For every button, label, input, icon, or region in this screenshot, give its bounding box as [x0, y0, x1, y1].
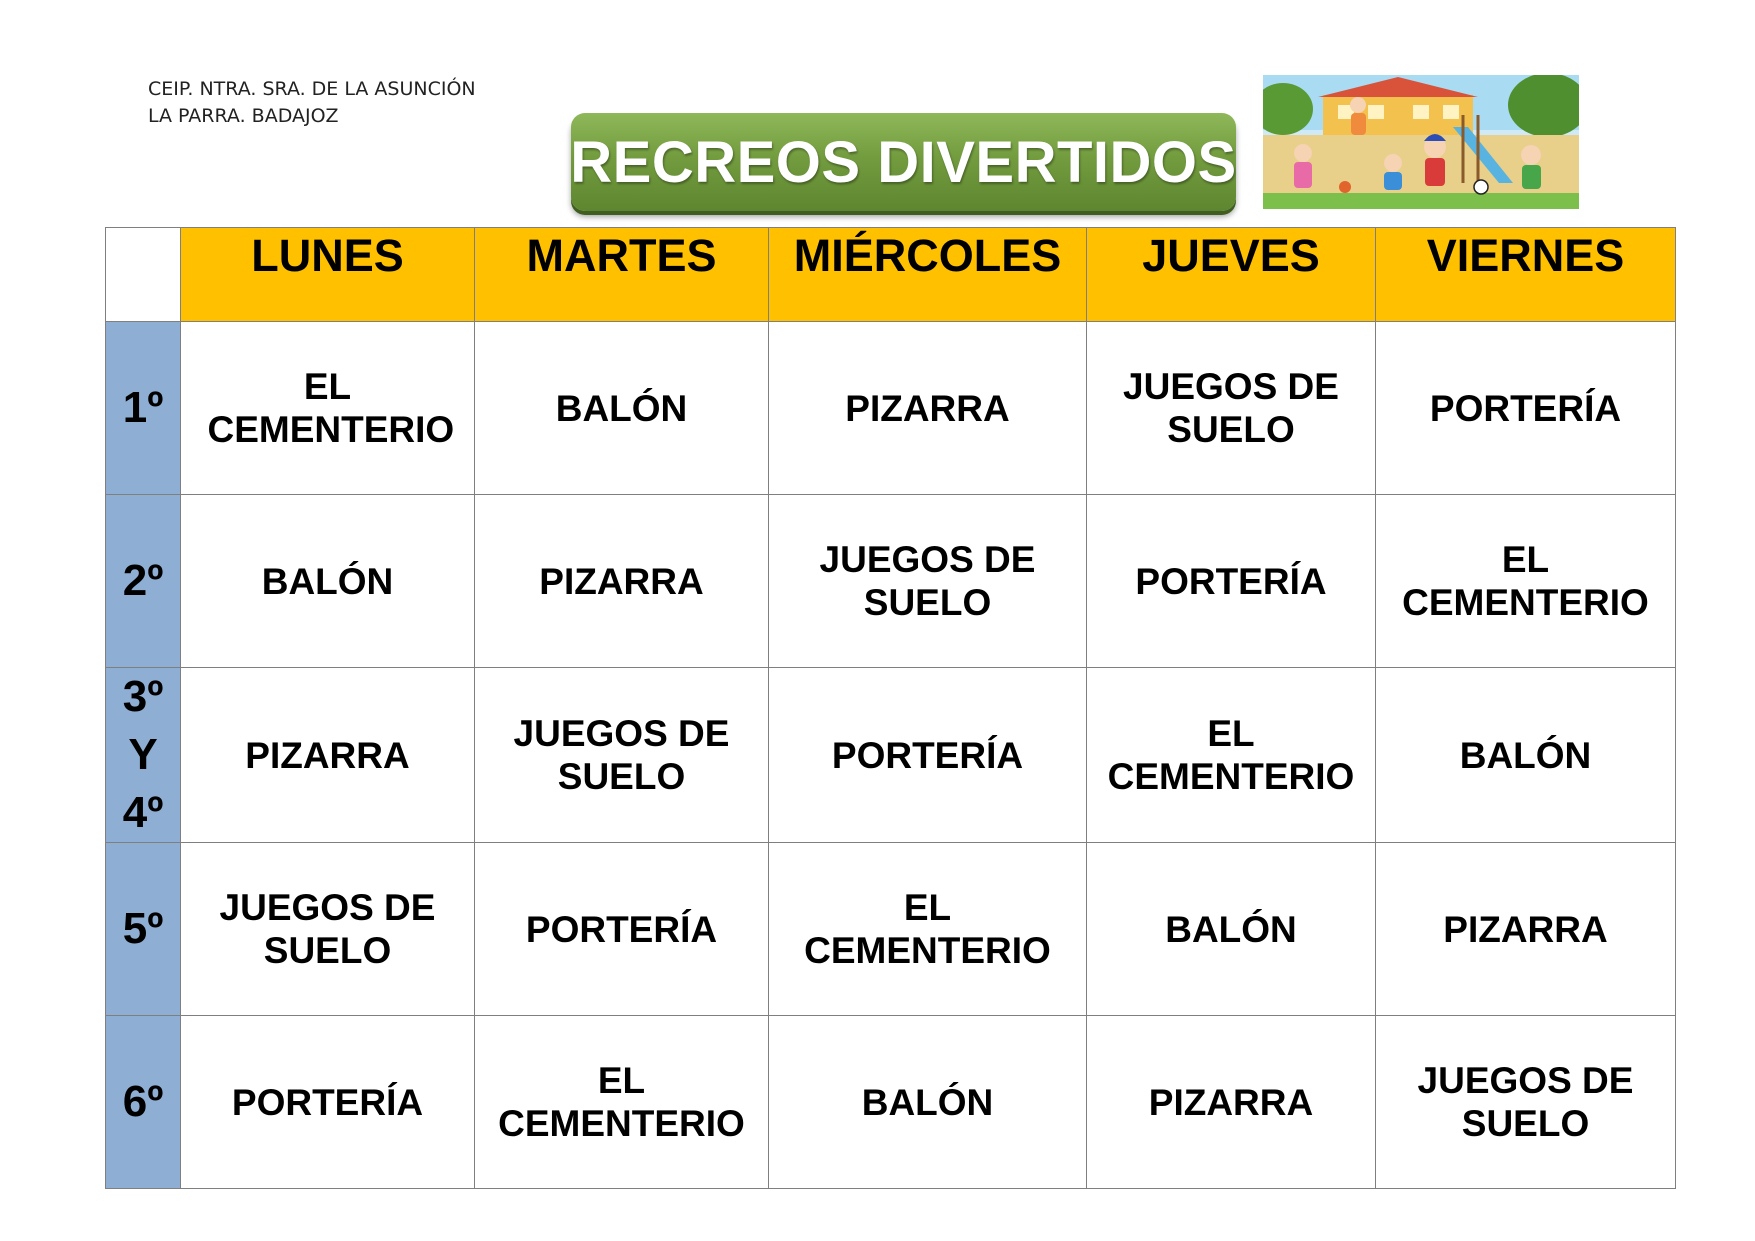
grade-text: 3º Y 4º	[122, 672, 164, 837]
activity-cell	[181, 495, 475, 668]
recess-schedule-table	[105, 227, 1676, 1189]
page-title: RECREOS DIVERTIDOS	[570, 129, 1237, 195]
activity-cell	[769, 322, 1087, 495]
activity-text: PORTERÍA	[525, 908, 718, 950]
grade-label: 1º	[106, 322, 181, 495]
activity-cell	[475, 322, 769, 495]
activity-cell	[769, 495, 1087, 668]
activity-cell	[1087, 495, 1376, 668]
activity-text: BALÓN	[861, 1081, 994, 1123]
activity-text: BALÓN	[1459, 734, 1592, 776]
activity-text: JUEGOS DE SUELO	[1417, 1060, 1634, 1144]
activity-cell	[475, 843, 769, 1016]
activity-cell	[475, 495, 769, 668]
column-header-martes: MARTES	[475, 228, 769, 322]
activity-text: EL CEMENTERIO	[804, 887, 1051, 971]
school-name: CEIP. NTRA. SRA. DE LA ASUNCIÓN	[148, 78, 476, 100]
activity-cell	[1376, 322, 1676, 495]
activity-cell	[1376, 495, 1676, 668]
grade-label: 2º	[106, 495, 181, 668]
activity-text: PIZARRA	[845, 387, 1010, 429]
activity-cell	[1087, 668, 1376, 843]
grade-label: 6º	[106, 1016, 181, 1189]
table-row	[106, 668, 1676, 843]
activity-cell	[1087, 843, 1376, 1016]
activity-cell	[769, 843, 1087, 1016]
activity-cell	[1376, 1016, 1676, 1189]
activity-cell	[1376, 843, 1676, 1016]
table-row	[106, 1016, 1676, 1189]
activity-text: PORTERÍA	[1135, 560, 1327, 602]
table-header-row	[106, 228, 1676, 322]
activity-text: PORTERÍA	[1429, 387, 1622, 429]
activity-text: PORTERÍA	[231, 1081, 424, 1123]
school-header	[148, 76, 476, 130]
grade-label	[106, 668, 181, 843]
column-header-miercoles: MIÉRCOLES	[769, 228, 1087, 322]
activity-cell	[475, 668, 769, 843]
activity-text: BALÓN	[555, 387, 688, 429]
activity-text: JUEGOS DE SUELO	[513, 713, 730, 797]
column-header-jueves: JUEVES	[1087, 228, 1376, 322]
column-header-viernes: VIERNES	[1376, 228, 1676, 322]
activity-text: JUEGOS DE SUELO	[819, 539, 1036, 623]
activity-cell	[181, 322, 475, 495]
school-location: LA PARRA. BADAJOZ	[148, 105, 339, 127]
table-row	[106, 322, 1676, 495]
activity-text: JUEGOS DE SUELO	[219, 887, 436, 971]
activity-text: PIZARRA	[245, 734, 410, 776]
activity-text: PIZARRA	[1443, 908, 1608, 950]
title-banner	[571, 113, 1236, 211]
activity-text: JUEGOS DE SUELO	[1123, 366, 1339, 450]
activity-text: EL CEMENTERIO	[1107, 713, 1355, 797]
activity-cell	[181, 668, 475, 843]
children-playground-illustration	[1263, 75, 1579, 209]
activity-cell	[769, 668, 1087, 843]
grade-label: 5º	[106, 843, 181, 1016]
activity-text: PIZARRA	[539, 560, 704, 602]
activity-cell	[181, 1016, 475, 1189]
activity-text: PORTERÍA	[831, 734, 1024, 776]
activity-text: EL CEMENTERIO	[207, 366, 455, 450]
activity-cell	[1376, 668, 1676, 843]
activity-text: BALÓN	[1165, 908, 1297, 950]
activity-text: EL CEMENTERIO	[1402, 539, 1649, 623]
activity-cell	[475, 1016, 769, 1189]
table-row	[106, 495, 1676, 668]
activity-text: PIZARRA	[1148, 1081, 1314, 1123]
activity-text: EL CEMENTERIO	[498, 1060, 745, 1144]
activity-cell	[1087, 1016, 1376, 1189]
activity-cell	[769, 1016, 1087, 1189]
activity-cell	[181, 843, 475, 1016]
activity-cell	[1087, 322, 1376, 495]
table-row	[106, 843, 1676, 1016]
corner-cell	[106, 228, 181, 322]
activity-text: BALÓN	[261, 560, 394, 602]
column-header-lunes: LUNES	[181, 228, 475, 322]
